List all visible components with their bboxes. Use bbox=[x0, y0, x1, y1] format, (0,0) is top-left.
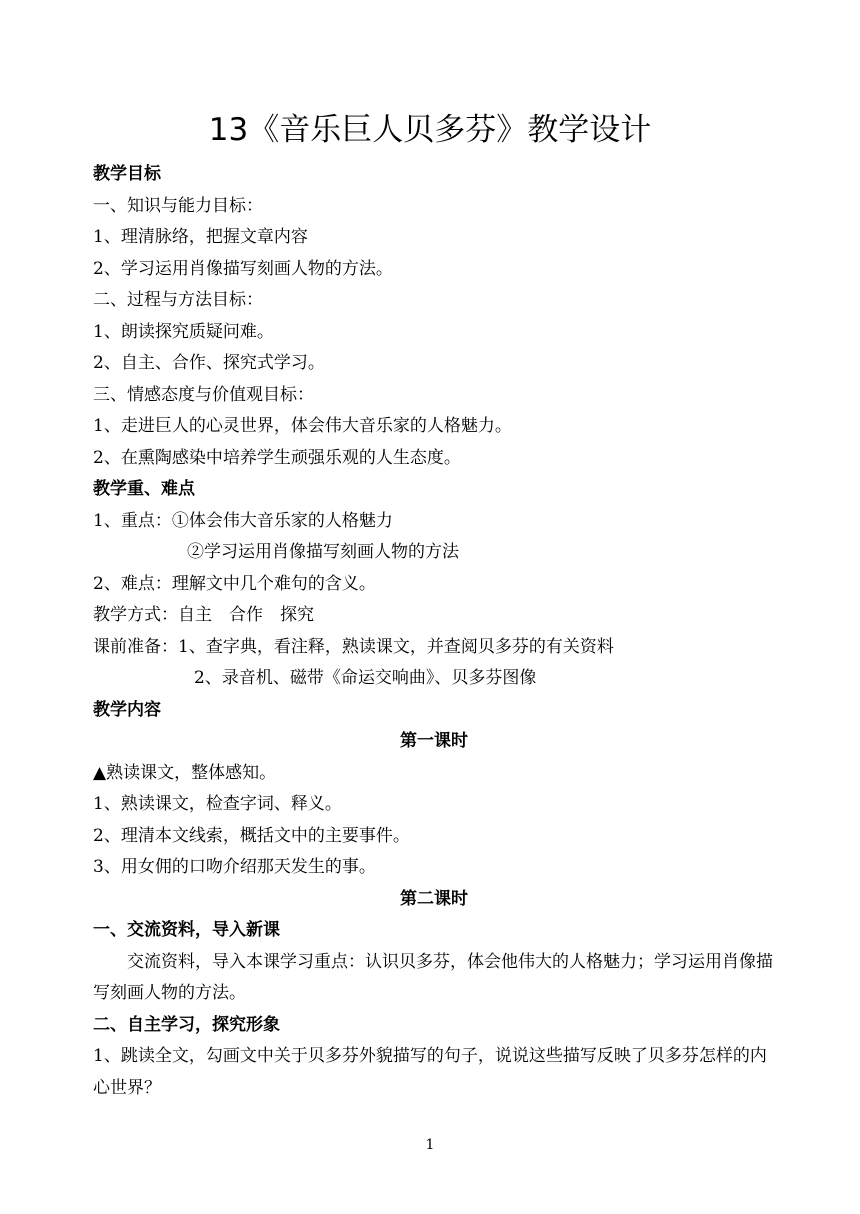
document-title: 13《音乐巨人贝多芬》教学设计 bbox=[208, 112, 652, 148]
document-body bbox=[93, 159, 775, 1104]
paragraph: 交流资料，导入本课学习重点：认识贝多芬，体会他伟大的人格魅力；学习运用肖像描写刻画人物的方法。 bbox=[93, 951, 773, 1003]
text-line: 1、熟读课文，检查字词、释义。 bbox=[93, 794, 342, 814]
text-line: 2、自主、合作、探究式学习。 bbox=[93, 353, 325, 373]
text-line: 课前准备：1、查字典，看注释，熟读课文，并查阅贝多芬的有关资料 bbox=[93, 636, 614, 657]
heading-key-points: 教学重、难点 bbox=[93, 479, 195, 499]
text-line: 三、情感态度与价值观目标： bbox=[93, 384, 314, 405]
text-line: 2、理清本文线索，概括文中的主要事件。 bbox=[93, 825, 410, 846]
paragraph: 1、跳读全文，勾画文中关于贝多芬外貌描写的句子，说说这些描写反映了贝多芬怎样的内心世界？ bbox=[93, 1046, 767, 1098]
text-line: 3、用女佣的口吻介绍那天发生的事。 bbox=[93, 857, 376, 877]
text-line: 2、录音机、磁带《命运交响曲》、贝多芬图像 bbox=[194, 668, 537, 688]
text-line: 二、过程与方法目标： bbox=[93, 290, 263, 310]
text-line: ②学习运用肖像描写刻画人物的方法 bbox=[187, 542, 459, 562]
text-line: 1、理清脉络，把握文章内容 bbox=[93, 227, 308, 247]
text-line: 一、知识与能力目标： bbox=[93, 195, 263, 216]
text-line: 2、学习运用肖像描写刻画人物的方法。 bbox=[93, 258, 393, 279]
text-line: 1、朗读探究质疑问难。 bbox=[93, 321, 274, 342]
heading-teaching-content: 教学内容 bbox=[93, 699, 161, 720]
section-heading: 二、自主学习，探究形象 bbox=[93, 1014, 280, 1035]
text-line: 2、在熏陶感染中培养学生顽强乐观的人生态度。 bbox=[93, 447, 461, 468]
heading-teaching-goals: 教学目标 bbox=[93, 164, 161, 184]
text-line: 1、重点：①体会伟大音乐家的人格魅力 bbox=[93, 510, 393, 531]
heading-lesson-one: 第一课时 bbox=[400, 731, 468, 751]
section-heading: 一、交流资料，导入新课 bbox=[93, 920, 280, 940]
heading-lesson-two: 第二课时 bbox=[400, 888, 468, 909]
text-line: 2、难点：理解文中几个难句的含义。 bbox=[93, 573, 376, 594]
page-number: 1 bbox=[425, 1137, 435, 1153]
text-line: 1、走进巨人的心灵世界，体会伟大音乐家的人格魅力。 bbox=[93, 416, 512, 436]
text-line: 教学方式：自主 合作 探究 bbox=[93, 605, 314, 625]
text-line: ▲熟读课文，整体感知。 bbox=[93, 762, 277, 783]
